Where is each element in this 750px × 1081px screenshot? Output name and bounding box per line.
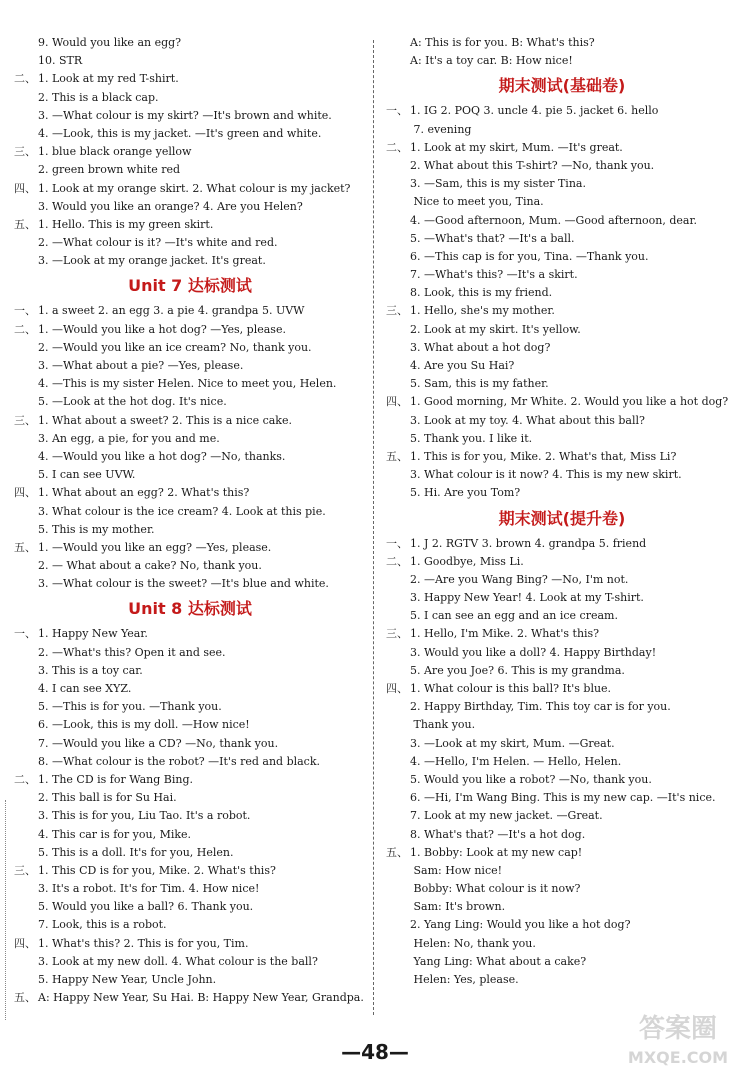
answer-line [14,161,366,179]
answer-text: 4. —Would you like a hot dog? —No, thanks. [38,449,286,463]
answer-text: 3. —What colour is the sweet? —It's blue and white. [38,577,329,591]
answer-line [14,412,366,430]
answer-text: 3. This is a toy car. [38,663,143,677]
answer-line [14,880,366,898]
answer-text: 1. —Would you like a hot dog? —Yes, please. [38,322,286,336]
answer-line [386,212,738,230]
answer-line [14,753,366,771]
answer-text: 1. IG 2. POQ 3. uncle 4. pie 5. jacket 6. hello [410,104,659,118]
answer-line [14,844,366,862]
answer-text: 3. Look at my toy. 4. What about this ball? [410,413,645,427]
answer-text: 2. What about this T-shirt? —No, thank you. [410,158,655,172]
answer-line [14,826,366,844]
answer-text: 2. —What's this? Open it and see. [38,645,226,659]
answer-line [386,589,738,607]
answer-line [14,34,366,52]
answer-line [386,571,738,589]
answer-line [14,575,366,593]
answer-line [14,430,366,448]
left-column [14,34,366,1007]
answer-text: 4. I can see XYZ. [38,682,132,695]
answer-text: 8. What's that? —It's a hot dog. [410,827,586,841]
answer-text: 3. —What about a pie? —Yes, please. [38,359,244,372]
answer-text: 1. This CD is for you, Mike. 2. What's this? [38,863,276,877]
section-label: 二、 [14,72,36,86]
section-label: 三、 [386,627,408,641]
section-heading: Unit 8 达标测试 [128,599,252,619]
answer-text: 3. Look at my new doll. 4. What colour is the ball? [38,954,318,968]
answer-line [14,680,366,698]
answer-text: 5. Happy New Year, Uncle John. [38,973,217,986]
answer-line [14,716,366,734]
answer-line [14,916,366,934]
answer-line [386,302,738,320]
section-label: 一、 [386,104,408,118]
answer-text: A: This is for you. B: What's this? [410,36,595,49]
answer-text: 7. Look at my new jacket. —Great. [410,809,603,823]
answer-line [14,989,366,1007]
section-label: 二、 [14,772,36,786]
section-label: 一、 [14,304,36,318]
section-label: 一、 [386,536,408,550]
answer-line [386,535,738,553]
answer-line [14,735,366,753]
answer-line [14,107,366,125]
answer-line [386,680,738,698]
answer-text: 5. Hi. Are you Tom? [410,486,521,500]
answer-text: 1. Hello. This is my green skirt. [38,217,214,231]
answer-text: 1. What's this? 2. This is for you, Tim. [38,936,249,950]
answer-text: 3. Happy New Year! 4. Look at my T-shirt. [410,591,644,605]
answer-line [14,862,366,880]
answer-line [14,789,366,807]
answer-line [14,125,366,143]
answer-line [386,826,738,844]
answer-line [14,252,366,270]
answer-line [386,466,738,484]
answer-line [386,844,738,862]
answer-text: 3. What about a hot dog? [410,340,551,354]
section-label: 五、 [14,217,36,231]
answer-line [14,52,366,70]
section-label: 五、 [14,991,36,1005]
answer-text: 3. Would you like a doll? 4. Happy Birthday! [410,645,657,659]
answer-text: 6. —Look, this is my doll. —How nice! [38,718,250,732]
answer-text: 5. Would you like a robot? —No, thank you. [410,772,652,786]
answer-text: 7. evening [410,122,472,136]
answer-text: 5. I can see an egg and an ice cream. [410,609,618,623]
answer-text: 1. Good morning, Mr White. 2. Would you like a hot dog? [410,395,729,409]
answer-line [14,70,366,88]
answer-text: 3. —Look at my skirt, Mum. —Great. [410,736,615,750]
answer-text: 5. —This is for you. —Thank you. [38,700,222,714]
section-label: 四、 [14,936,36,950]
answer-text: 1. Hello, she's my mother. [410,304,555,318]
answer-line [14,484,366,502]
section-label: 四、 [14,486,36,500]
answer-line [14,393,366,411]
section-label: 五、 [386,845,408,859]
section-heading: Unit 7 达标测试 [128,276,252,296]
answer-text: 1. Goodbye, Miss Li. [410,554,524,568]
answer-text: 1. J 2. RGTV 3. brown 4. grandpa 5. friend [410,536,647,550]
answer-line [386,34,738,52]
answer-line [14,644,366,662]
answer-text: Yang Ling: What about a cake? [410,954,587,968]
answer-line [386,789,738,807]
answer-line [386,807,738,825]
answer-text: 2. This ball is for Su Hai. [38,791,177,805]
answer-text: 2. green brown white red [38,163,181,177]
section-heading: 期末测试(基础卷) [498,76,626,96]
answer-text: 4. —Look, this is my jacket. —It's green and white. [38,126,322,140]
answer-text: 5. This is my mother. [38,522,155,536]
answer-text: 7. —Would you like a CD? —No, thank you. [38,736,279,750]
answer-text: 2. This is a black cap. [38,90,159,104]
answer-text: Sam: How nice! [410,863,503,877]
section-heading: 期末测试(提升卷) [498,508,626,528]
answer-text: 1. Look at my skirt, Mum. —It's great. [410,140,623,154]
answer-text: 4. Are you Su Hai? [410,359,515,372]
answer-text: 1. What colour is this ball? It's blue. [410,682,612,695]
answer-line [386,880,738,898]
answer-line [386,698,738,716]
answer-line [14,557,366,575]
answer-text: 1. Bobby: Look at my new cap! [410,845,583,859]
answer-line [14,503,366,521]
answer-text: 5. Thank you. I like it. [410,431,533,445]
binding-dots [5,800,6,1020]
answer-line [14,180,366,198]
answer-text: 5. Would you like a ball? 6. Thank you. [38,900,254,914]
answer-line [386,644,738,662]
answer-line [14,302,366,320]
answer-text: 2. Happy Birthday, Tim. This toy car is for you. [410,700,671,714]
answer-text: 6. —This cap is for you, Tina. —Thank you. [410,249,649,263]
section-label: 五、 [14,540,36,554]
answer-text: 5. This is a doll. It's for you, Helen. [38,845,234,859]
answer-text: 4. —Good afternoon, Mum. —Good afternoon, dear. [410,213,698,227]
answer-line [386,716,738,734]
answer-line [386,175,738,193]
answer-line [386,357,738,375]
answer-text: 2. — What about a cake? No, thank you. [38,559,262,573]
answer-line [386,102,738,120]
section-label: 四、 [14,181,36,195]
section-label: 四、 [386,395,408,409]
answer-line [386,898,738,916]
answer-line [386,953,738,971]
answer-text: 8. —What colour is the robot? —It's red and black. [38,754,321,768]
answer-line [386,52,738,70]
answer-line [14,935,366,953]
answer-text: 1. Hello, I'm Mike. 2. What's this? [410,627,600,641]
section-label: 五、 [386,449,408,463]
answer-text: 7. Look, this is a robot. [38,918,167,932]
answer-text: Helen: No, thank you. [410,936,536,950]
column-divider [373,40,374,1015]
answer-line [386,771,738,789]
answer-text: 1. What about an egg? 2. What's this? [38,486,250,500]
answer-line [14,198,366,216]
answer-text: 2. —What colour is it? —It's white and red. [38,236,278,250]
answer-text: 3. Would you like an orange? 4. Are you Helen? [38,199,303,213]
section-label: 二、 [14,322,36,336]
answer-line [14,321,366,339]
answer-text: 5. Are you Joe? 6. This is my grandma. [410,663,625,677]
answer-line [14,216,366,234]
answer-line [386,553,738,571]
answer-line [14,521,366,539]
answer-text: 1. What about a sweet? 2. This is a nice cake. [38,413,292,427]
answer-line [386,248,738,266]
answer-line [386,448,738,466]
answer-line [14,971,366,989]
answer-text: 3. What colour is it now? 4. This is my new skirt. [410,468,682,482]
answer-text: A: It's a toy car. B: How nice! [410,54,573,68]
answer-text: 5. —Look at the hot dog. It's nice. [38,395,227,409]
answer-text: 9. Would you like an egg? [38,36,182,49]
page-number: —48— [341,1040,409,1064]
answer-line [14,807,366,825]
answer-line [386,375,738,393]
answer-line [386,139,738,157]
answer-line [386,662,738,680]
answer-line [386,971,738,989]
answer-text: 2. —Are you Wang Bing? —No, I'm not. [410,572,629,586]
answer-text: 1. Look at my orange skirt. 2. What colour is my jacket? [38,181,351,195]
answer-text: 1. blue black orange yellow [38,145,192,159]
answer-line [386,412,738,430]
answer-line [14,953,366,971]
answer-line [14,662,366,680]
answer-line [386,753,738,771]
answer-text: 5. Sam, this is my father. [410,377,549,391]
answer-line [14,339,366,357]
watermark-logo [618,1003,738,1073]
answer-line [386,607,738,625]
section-label: 二、 [386,140,408,154]
answer-line [14,375,366,393]
answer-text: 2. —Would you like an ice cream? No, thank you. [38,340,312,354]
answer-line [386,157,738,175]
answer-text: 3. This is for you, Liu Tao. It's a robot. [38,809,251,823]
answer-line [386,339,738,357]
answer-text: 1. Happy New Year. [38,627,148,641]
answer-text: 1. —Would you like an egg? —Yes, please. [38,540,272,554]
answer-line [386,193,738,211]
answer-line [14,234,366,252]
answer-text: 10. STR [38,54,83,68]
section-label: 三、 [14,863,36,877]
answer-text: 4. This car is for you, Mike. [38,827,192,841]
watermark-text-2: MXQE.COM [627,1048,729,1067]
answer-line [386,230,738,248]
answer-text: 3. An egg, a pie, for you and me. [38,431,220,445]
answer-line [386,121,738,139]
answer-line [14,89,366,107]
right-column [386,34,738,989]
section-label: 三、 [14,145,36,159]
answer-line [14,448,366,466]
answer-text: 3. —Look at my orange jacket. It's great. [38,254,266,268]
answer-line [386,735,738,753]
answer-text: 3. —What colour is my skirt? —It's brown and white. [38,108,332,122]
section-label: 一、 [14,627,36,641]
answer-text: 3. —Sam, this is my sister Tina. [410,177,586,191]
answer-line [386,625,738,643]
answer-line [14,143,366,161]
watermark-text-1: 答案圈 [638,1014,718,1044]
section-label: 四、 [386,682,408,695]
answer-text: Helen: Yes, please. [410,973,519,986]
answer-text: 1. Look at my red T-shirt. [38,72,179,86]
answer-line [14,466,366,484]
answer-text: 5. —What's that? —It's a ball. [410,231,575,245]
answer-line [386,862,738,880]
section-label: 二、 [386,554,408,568]
answer-text: 1. The CD is for Wang Bing. [38,772,194,786]
answer-line [386,266,738,284]
answer-line [386,935,738,953]
answer-text: A: Happy New Year, Su Hai. B: Happy New Year, Grandpa. [38,991,364,1005]
answer-line [386,321,738,339]
answer-line [14,357,366,375]
answer-text: 4. —This is my sister Helen. Nice to meet you, Helen. [38,377,337,391]
answer-line [386,284,738,302]
answer-text: 7. —What's this? —It's a skirt. [410,268,578,282]
answer-line [14,771,366,789]
answer-line [386,430,738,448]
answer-text: Bobby: What colour is it now? [410,882,581,896]
answer-text: 5. I can see UVW. [38,468,136,482]
answer-text: Sam: It's brown. [410,900,506,914]
section-label: 三、 [386,304,408,318]
answer-text: 8. Look, this is my friend. [410,286,553,300]
answer-line [14,898,366,916]
answer-text: 1. a sweet 2. an egg 3. a pie 4. grandpa 5. UVW [38,304,305,318]
answer-line [14,625,366,643]
answer-line [386,484,738,502]
answer-text: 2. Look at my skirt. It's yellow. [410,322,581,336]
answer-text: 2. Yang Ling: Would you like a hot dog? [410,918,631,932]
answer-line [386,916,738,934]
answer-text: 4. —Hello, I'm Helen. — Hello, Helen. [410,754,622,768]
answer-text: Thank you. [410,718,476,732]
answer-line [386,393,738,411]
answer-text: Nice to meet you, Tina. [410,195,544,209]
answer-line [14,539,366,557]
answer-text: 1. This is for you, Mike. 2. What's that, Miss Li? [410,449,677,463]
answer-text: 3. What colour is the ice cream? 4. Look at this pie. [38,504,326,518]
answer-text: 3. It's a robot. It's for Tim. 4. How nice! [38,882,260,896]
section-label: 三、 [14,413,36,427]
answer-line [14,698,366,716]
answer-text: 6. —Hi, I'm Wang Bing. This is my new cap. —It's nice. [410,791,716,805]
